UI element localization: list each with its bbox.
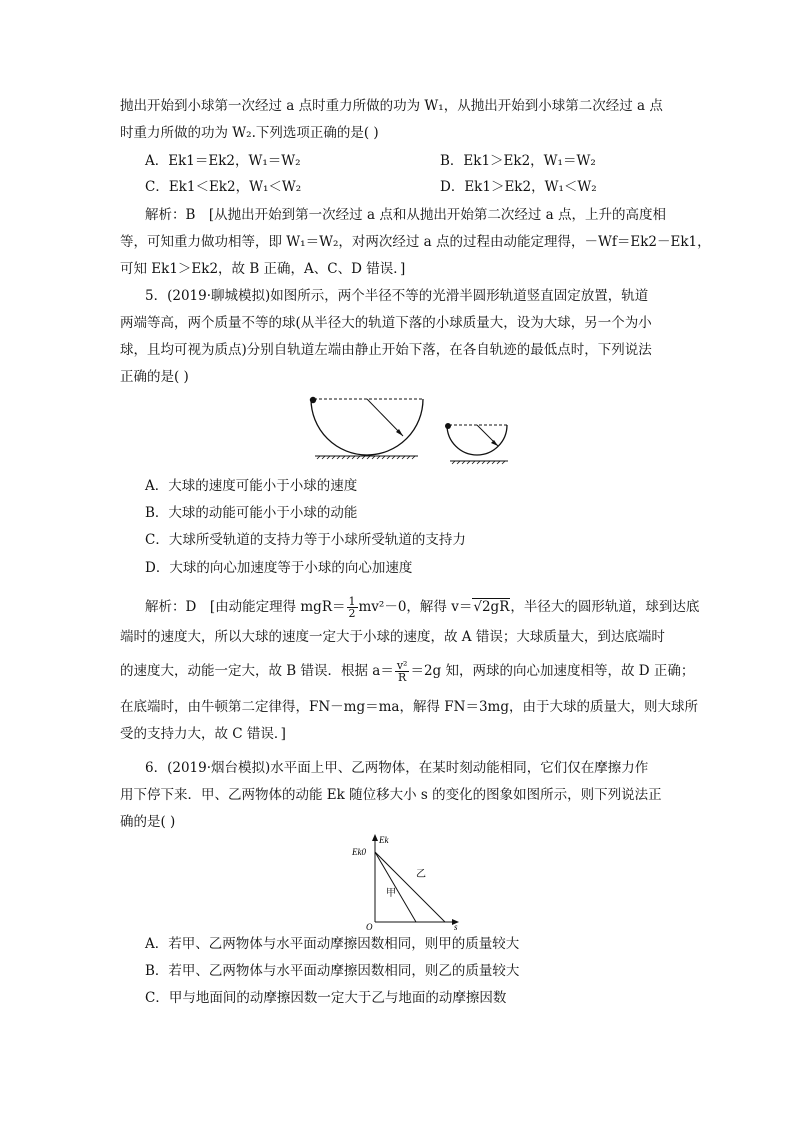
fraction-one-half: $\frac{1}{2}$: [348, 595, 356, 620]
large-ball: [310, 397, 316, 403]
q4-option-a: A．Ek1＝Ek2，W₁＝W₂: [145, 153, 301, 169]
q5-stem-line1: 5．(2019·聊城模拟)如图所示，两个半径不等的光滑半圆形轨道竖直固定放置，轨道: [145, 288, 649, 304]
small-ball: [445, 423, 451, 429]
q5-answer-line5: 受的支持力大，故 C 错误．]: [120, 726, 286, 742]
label-yi: 乙: [416, 869, 426, 880]
q6-ek-s-graph: [350, 832, 470, 932]
q6-option-b: B．若甲、乙两物体与水平面动摩擦因数相同，则乙的质量较大: [145, 963, 520, 979]
x-axis-label: s: [454, 922, 458, 932]
q6-option-c: C．甲与地面间的动摩擦因数一定大于乙与地面的动摩擦因数: [145, 990, 507, 1006]
q5-answer-line2: 端时的速度大，所以大球的速度一定大于小球的速度，故 A 错误；大球质量大，到达底端时: [120, 629, 665, 645]
q6-option-a: A．若甲、乙两物体与水平面动摩擦因数相同，则甲的质量较大: [145, 936, 520, 952]
q5-answer-line4: 在底端时，由牛顿第二定律得，FN－mg＝ma，解得 FN＝3mg，由于大球的质量大，则大球所: [120, 699, 698, 715]
sqrt-2gR: √2gR: [473, 599, 510, 615]
q5-option-c: C．大球所受轨道的支持力等于小球所受轨道的支持力: [145, 532, 466, 548]
q4-option-c: C．Ek1＜Ek2，W₁＜W₂: [145, 179, 302, 195]
y-axis-label: Ek: [379, 835, 389, 845]
q6-stem-line2: 用下停下来．甲、乙两物体的动能 Ek 随位移大小 s 的变化的图象如图所示，则下列说法正: [120, 787, 662, 803]
q5-answer-line3: 的速度大，动能一定大，故 B 错误．根据 a＝ $\frac{\text{v²}}{R}$ ＝2g 知，两球的向心加速度相等，故 D 正确；: [120, 659, 695, 684]
label-jia: 甲: [386, 888, 396, 899]
origin-label: O: [366, 922, 373, 932]
q5-option-a: A．大球的速度可能小于小球的速度: [145, 478, 358, 494]
large-semicircle-track: [311, 399, 423, 455]
q5-stem-line4: 正确的是( ): [120, 369, 189, 385]
y-axis-arrow: [372, 834, 378, 841]
q5-figure-semicircle-tracks: [300, 390, 530, 472]
q6-stem-line3: 确的是( ): [120, 814, 176, 830]
q4-stem-line1: 抛出开始到小球第一次经过 a 点时重力所做的功为 W₁，从抛出开始到小球第二次经过 a 点: [120, 98, 663, 114]
q5-stem-line3: 球，且均可视为质点)分别自轨道左端由静止开始下落，在各自轨迹的最低点时，下列说法: [120, 342, 652, 358]
q4-option-d: D．Ek1＞Ek2，W₁＜W₂: [440, 179, 597, 195]
q4-answer-line2: 等，可知重力做功相等，即 W₁＝W₂，对两次经过 a 点的过程由动能定理得，－Wf＝Ek2－Ek1，: [120, 234, 711, 250]
q4-answer-line3: 可知 Ek1＞Ek2，故 B 正确，A、C、D 错误．]: [120, 261, 406, 277]
q5-option-d: D．大球的向心加速度等于小球的向心加速度: [145, 560, 413, 576]
q5-option-b: B．大球的动能可能小于小球的动能: [145, 505, 358, 521]
fraction-v2-over-R: $\frac{\text{v²}}{R}$: [396, 659, 408, 684]
q6-stem-line1: 6．(2019·烟台模拟)水平面上甲、乙两物体，在某时刻动能相同，它们仅在摩擦力作: [145, 760, 649, 776]
q4-option-b: B．Ek1＞Ek2，W₁＝W₂: [440, 153, 596, 169]
small-arrow-head: [491, 440, 498, 446]
q5-stem-line2: 两端等高，两个质量不等的球(从半径大的轨道下落的小球质量大，设为大球，另一个为小: [120, 315, 652, 331]
q4-stem-line2: 时重力所做的功为 W₂.下列选项正确的是( ): [120, 125, 379, 141]
small-semicircle-track: [447, 425, 507, 455]
q5-answer-line1: 解析：D [由动能定理得 mgR＝ $\frac{1}{2}$ mv²－0，解得 v＝√2gR，半径大的圆形轨道，球到达底: [145, 595, 700, 620]
q4-answer-line1: 解析：B [从抛出开始到第一次经过 a 点和从抛出开始第二次经过 a 点，上升的高度相: [145, 207, 666, 223]
ek0-label: Ek0: [352, 847, 366, 857]
